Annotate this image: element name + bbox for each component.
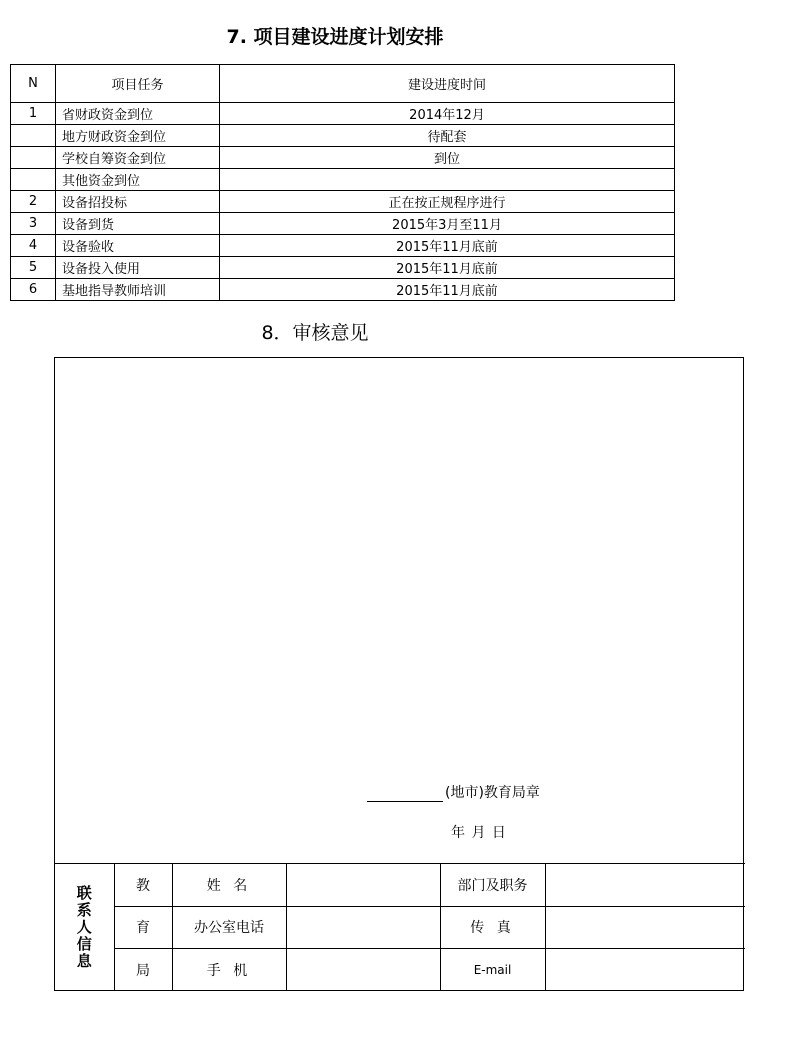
header-time: 建设进度时间: [220, 65, 675, 103]
table-row: [11, 191, 675, 213]
seal-label: (地市)教育局章: [445, 785, 540, 801]
org-char-2: 育: [114, 906, 172, 949]
office-phone-label: 办公室电话: [172, 906, 286, 949]
table-row: [11, 169, 675, 191]
date-label: 年 月 日: [451, 825, 507, 841]
fax-value-cell: [545, 906, 745, 949]
table-row: [11, 279, 675, 301]
row-task: 其他资金到位: [56, 169, 220, 191]
row-number: [11, 169, 56, 191]
org-char-3: 局: [114, 949, 172, 991]
mobile-label: 手 机: [172, 949, 286, 991]
row-number: [11, 147, 56, 169]
row-task: 设备到货: [56, 213, 220, 235]
row-time: 2015年11月底前: [220, 279, 675, 301]
row-number: 2: [11, 191, 56, 213]
row-time: 2014年12月: [220, 103, 675, 125]
contact-group-cell: [55, 864, 114, 991]
row-number: 1: [11, 103, 56, 125]
row-time: 到位: [220, 147, 675, 169]
schedule-header-row: [11, 65, 675, 103]
section7-title: 7. 项目建设进度计划安排: [226, 26, 444, 48]
row-time: 2015年3月至11月: [220, 213, 675, 235]
review-opinion-box: [54, 357, 744, 991]
row-number: [11, 125, 56, 147]
fax-label: 传 真: [440, 906, 545, 949]
schedule-table: [10, 64, 675, 301]
row-task: 设备验收: [56, 235, 220, 257]
seal-line: [367, 782, 540, 802]
seal-blank: [367, 786, 443, 802]
table-row: [11, 235, 675, 257]
row-time: [220, 169, 675, 191]
row-time: 2015年11月底前: [220, 235, 675, 257]
row-task: 设备招投标: [56, 191, 220, 213]
table-row: [11, 213, 675, 235]
dept-value-cell: [545, 864, 745, 907]
row-task: 设备投入使用: [56, 257, 220, 279]
email-value-cell: [545, 949, 745, 991]
row-task: 省财政资金到位: [56, 103, 220, 125]
name-label: 姓 名: [172, 864, 286, 907]
email-label: E-mail: [440, 949, 545, 991]
row-task: 基地指导教师培训: [56, 279, 220, 301]
dept-label: 部门及职务: [440, 864, 545, 907]
table-row: [11, 147, 675, 169]
row-task: 学校自筹资金到位: [56, 147, 220, 169]
office-phone-value-cell: [286, 906, 440, 949]
table-row: [11, 125, 675, 147]
contact-group-label: 联系人信息: [76, 883, 92, 970]
row-time: 2015年11月底前: [220, 257, 675, 279]
table-row: [11, 103, 675, 125]
row-number: 3: [11, 213, 56, 235]
row-task: 地方财政资金到位: [56, 125, 220, 147]
row-number: 4: [11, 235, 56, 257]
mobile-value-cell: [286, 949, 440, 991]
header-n: N: [11, 65, 56, 103]
row-time: 待配套: [220, 125, 675, 147]
header-task: 项目任务: [56, 65, 220, 103]
contact-info-table: [55, 863, 745, 991]
section8-title: 8．审核意见: [261, 322, 369, 344]
row-number: 6: [11, 279, 56, 301]
table-row: [11, 257, 675, 279]
name-value-cell: [286, 864, 440, 907]
org-char-1: 教: [114, 864, 172, 907]
row-time: 正在按正规程序进行: [220, 191, 675, 213]
row-number: 5: [11, 257, 56, 279]
